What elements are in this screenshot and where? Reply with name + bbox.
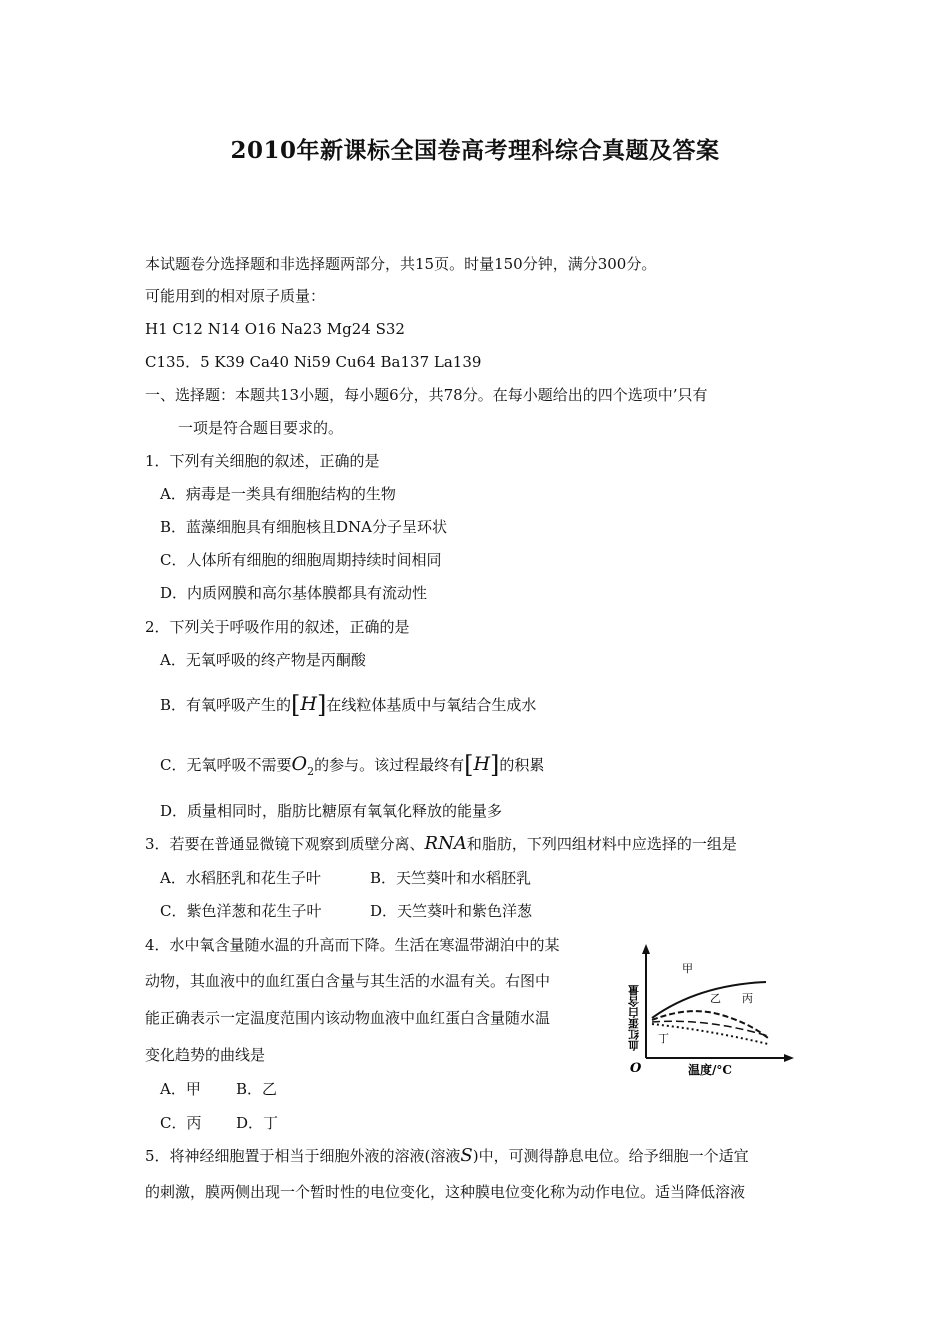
hemoglobin-temperature-figure <box>618 940 798 1080</box>
q1-option-d: D．内质网膜和高尔基体膜都具有流动性 <box>160 584 428 602</box>
x-axis-arrow <box>784 1054 794 1062</box>
q2-c-pre: C．无氧呼吸不需要 <box>160 756 292 774</box>
page-title: 2010年新课标全国卷高考理科综合真题及答案 <box>230 137 720 164</box>
intro-line-2: 可能用到的相对原子质量： <box>145 287 326 305</box>
curve-ding-label: 丁 <box>658 1032 669 1045</box>
y-axis-label: 血红蛋白含量 <box>627 985 641 1051</box>
q4-line-2: 动物，其血液中的血红蛋白含量与其生活的水温有关。右图中 <box>145 972 551 990</box>
q5-line-1: 5．将神经细胞置于相当于细胞外液的溶液(溶液S)中，可测得静息电位。给予细胞一个适宜 <box>145 1145 749 1166</box>
q2-b-pre: B．有氧呼吸产生的 <box>160 696 292 714</box>
q4-line-1: 4．水中氧含量随水温的升高而下降。生活在寒温带湖泊中的某 <box>145 936 560 954</box>
q5-line-2: 的刺激，膜两侧出现一个暂时性的电位变化，这种膜电位变化称为动作电位。适当降低溶液 <box>145 1183 746 1201</box>
q2-option-b <box>160 691 537 719</box>
q1-option-a: A．病毒是一类具有细胞结构的生物 <box>160 485 396 503</box>
rna-symbol: RNA <box>424 833 467 854</box>
intro-line-4: C135．5 K39 Ca40 Ni59 Cu64 Ba137 La139 <box>145 353 482 371</box>
intro-line-3: H1 C12 N14 O16 Na23 Mg24 S32 <box>145 320 405 338</box>
q4-option-c: C．丙 <box>160 1114 202 1132</box>
s-symbol: S <box>460 1145 473 1166</box>
curve-yi <box>652 1011 768 1038</box>
curve-yi-label: 乙 <box>710 992 721 1005</box>
q4-option-a: A．甲 <box>160 1080 201 1098</box>
q2-option-c <box>160 751 545 782</box>
q4-option-d: D．丁 <box>236 1114 279 1132</box>
q3-option-b: B．天竺葵叶和水稻胚乳 <box>370 869 532 887</box>
curve-jia-label: 甲 <box>682 962 693 975</box>
q3-option-d: D．天竺葵叶和紫色洋葱 <box>370 902 533 920</box>
q2-c-mid: 的参与。该过程最终有 <box>314 756 465 774</box>
section-line-2: 一项是符合题目要求的。 <box>178 419 344 437</box>
q1-stem: 1．下列有关细胞的叙述，正确的是 <box>145 452 380 470</box>
section-line-1: 一、选择题：本题共13小题，每小题6分，共78分。在每小题给出的四个选项中’只有 <box>145 386 708 404</box>
h-symbol: [H] <box>291 691 327 719</box>
q2-stem: 2．下列关于呼吸作用的叙述，正确的是 <box>145 618 410 636</box>
curve-bing <box>652 1021 768 1036</box>
origin-label: O <box>630 1061 642 1076</box>
q2-option-a: A．无氧呼吸的终产物是丙酮酸 <box>160 651 366 669</box>
q1-option-b: B．蓝藻细胞具有细胞核且DNA分子呈环状 <box>160 518 448 536</box>
curve-bing-label: 丙 <box>742 992 753 1005</box>
h-symbol-2: [H] <box>464 751 500 779</box>
q4-option-b: B．乙 <box>236 1080 278 1098</box>
q4-line-4: 变化趋势的曲线是 <box>145 1046 266 1064</box>
q3-stem: 3．若要在普通显微镜下观察到质壁分离、RNA和脂肪，下列四组材料中应选择的一组是 <box>145 833 737 854</box>
q2-b-post: 在线粒体基质中与氧结合生成水 <box>326 696 537 714</box>
q3-option-a: A．水稻胚乳和花生子叶 <box>160 869 321 887</box>
y-axis-arrow <box>642 944 650 954</box>
intro-line-1: 本试题卷分选择题和非选择题两部分，共15页。时量150分钟，满分300分。 <box>145 255 657 273</box>
q3-option-c: C．紫色洋葱和花生子叶 <box>160 902 322 920</box>
q1-option-c: C．人体所有细胞的细胞周期持续时间相同 <box>160 551 442 569</box>
q2-option-d: D．质量相同时，脂肪比糖原有氧氧化释放的能量多 <box>160 802 503 820</box>
q2-c-post: 的积累 <box>499 756 545 774</box>
x-axis-label: 温度/°C <box>688 1063 732 1077</box>
q4-line-3: 能正确表示一定温度范围内该动物血液中血红蛋白含量随水温 <box>145 1009 551 1027</box>
o2-symbol: $O_2$ <box>291 753 315 778</box>
